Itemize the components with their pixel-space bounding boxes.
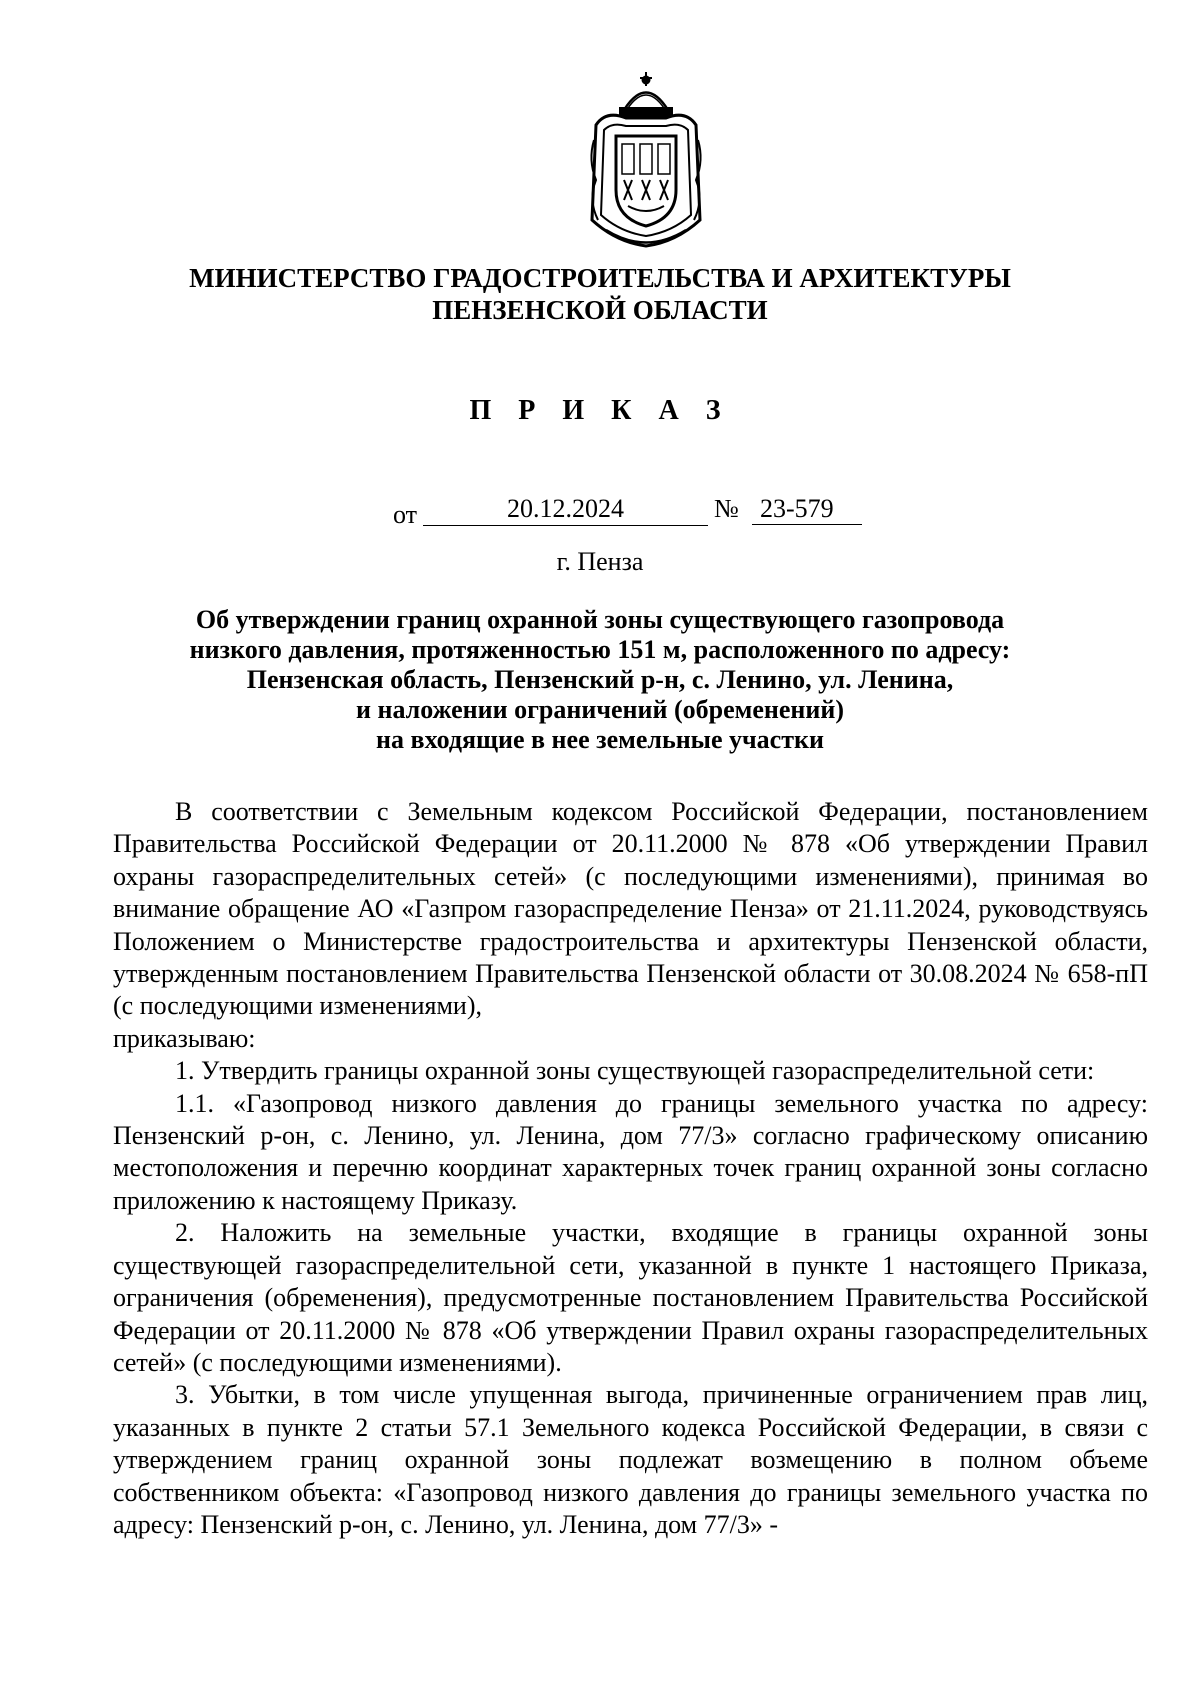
document-type: П Р И К А З [469,395,731,426]
subject-line-2: низкого давления, протяженностью 151 м, расположенного по адресу: [189,635,1011,664]
order-word: приказываю: [113,1023,256,1053]
date-prefix: от [393,500,418,529]
document-number: 23-579 [752,492,862,525]
subject-line-5: на входящие в нее земельные участки [376,725,824,754]
ministry-line-1: МИНИСТЕРСТВО ГРАДОСТРОИТЕЛЬСТВА И АРХИТЕКТУРЫ [189,263,1011,293]
subject-heading [0,605,1200,755]
item-2: 2. Наложить на земельные участки, входящие в границы охранной зоны существующей газораспределительной сети, указанной в пункте 1 настоящего Приказа, ограничения (обременения), предусмотренные постановлением Правительства Российской Федерации от 20.11.2000 № 878 «Об утверждении Правил охраны газораспределительных сетей» (с последующими изменениями). [113,1218,1148,1377]
date-number-line [0,492,1200,532]
item-3: 3. Убытки, в том числе упущенная выгода, причиненные ограничением прав лиц, указанных в пункте 2 статьи 57.1 Земельного кодекса Российской Федерации, в связи с утверждением границ охранной зоны подлежат возмещению в полном объеме собственником объекта: «Газопровод низкого давления до границы земельного участка по адресу: Пензенский р-он, с. Ленино, ул. Ленина, дом 77/3» - [113,1380,1148,1539]
item-1: 1. Утвердить границы охранной зоны существующей газораспределительной сети: [175,1056,1095,1086]
subject-line-3: Пензенская область, Пензенский р-н, с. Ленино, ул. Ленина, [246,665,954,694]
coat-of-arms-icon [576,70,716,250]
ministry-name [0,262,1200,326]
preamble-paragraph: В соответствии с Земельным кодексом Российской Федерации, постановлением Правительства Российской Федерации от 20.11.2000 № 878 «Об утверждении Правил охраны газораспределительных сетей» (с последующими изменениями), принимая во внимание обращение АО «Газпром газораспределение Пенза» от 21.11.2024, руководствуясь Положением о Министерстве градостроительства и архитектуры Пензенской области, утвержденным постановлением Правительства Пензенской области от 30.08.2024 № 658-пП (с последующими изменениями), [113,797,1148,1021]
ministry-line-2: ПЕНЗЕНСКОЙ ОБЛАСТИ [432,295,768,325]
subject-line-4: и наложении ограничений (обременений) [355,695,845,724]
number-prefix: № [714,494,739,523]
subject-line-1: Об утверждении границ охранной зоны существующего газопровода [195,605,1005,634]
item-1-1: 1.1. «Газопровод низкого давления до границы земельного участка по адресу: Пензенский р-он, с. Ленино, ул. Ленина, дом 77/3» согласно графическому описанию местоположения и перечню координат характерных точек границ охранной зоны согласно приложению к настоящему Приказу. [113,1088,1148,1215]
document-date: 20.12.2024 [423,492,708,526]
document-body [113,796,1148,1541]
city: г. Пенза [556,547,644,576]
